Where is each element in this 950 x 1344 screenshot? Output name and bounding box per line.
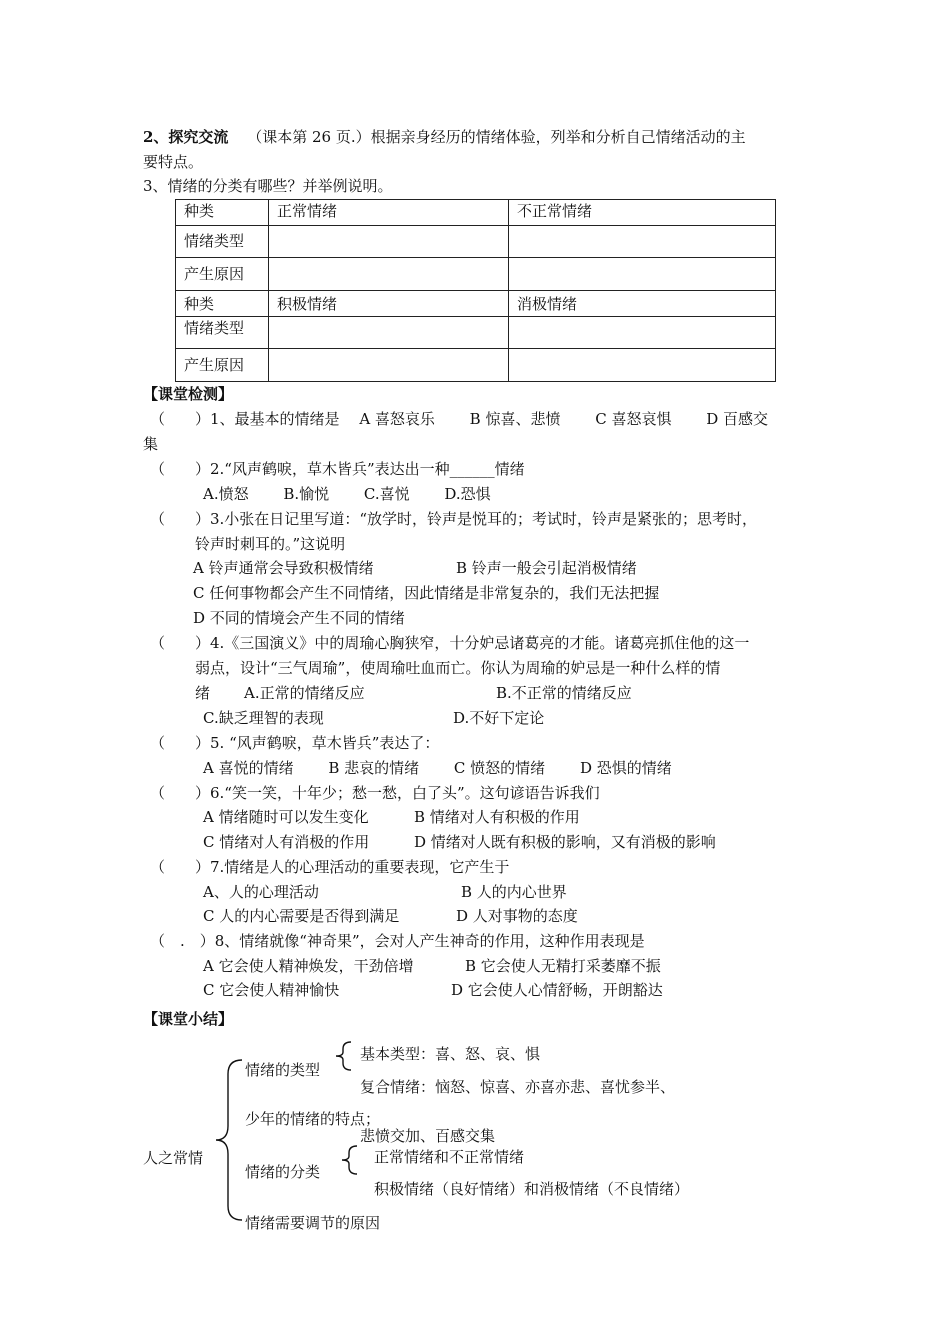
- table-cell[interactable]: [269, 226, 509, 258]
- table-cell[interactable]: [269, 349, 509, 382]
- q2-stem: （ ）2.“风声鹤唳，草木皆兵”表达出一种______情绪: [150, 460, 525, 478]
- table-cell: 产生原因: [176, 349, 269, 382]
- q6-stem: （ ）6.“笑一笑，十年少；愁一愁，白了头”。这句谚语告诉我们: [150, 784, 600, 802]
- summary-classify-normal: 正常情绪和不正常情绪: [374, 1148, 525, 1166]
- q3-option-c: C 任何事物都会产生不同情绪，因此情绪是非常复杂的，我们无法把握: [193, 584, 660, 602]
- table-cell: 正常情绪: [269, 200, 509, 226]
- table-cell[interactable]: [509, 226, 776, 258]
- section2-text: （课本第 26 页.）根据亲身经历的情绪体验，列举和分析自己情绪活动的主: [247, 128, 746, 146]
- table-cell[interactable]: [269, 258, 509, 291]
- q3-option-a: A 铃声通常会导致积极情绪: [193, 559, 374, 577]
- q5-options: A 喜悦的情绪 B 悲哀的情绪 C 愤怒的情绪 D 恐惧的情绪: [203, 759, 672, 777]
- section3-question: 3、情绪的分类有哪些？并举例说明。: [143, 177, 393, 195]
- emotion-classification-table: [175, 199, 776, 382]
- section2-line1: [143, 126, 746, 148]
- table-row: [176, 317, 776, 349]
- types-brace: [333, 1040, 355, 1072]
- q7-option-a: A、人的心理活动: [203, 883, 319, 901]
- table-cell[interactable]: [269, 317, 509, 349]
- q7-stem: （ ）7.情绪是人的心理活动的重要表现，它产生于: [150, 858, 510, 876]
- table-cell[interactable]: [509, 317, 776, 349]
- q3-stem: （ ）3.小张在日记里写道：“放学时，铃声是悦耳的；考试时，铃声是紧张的；思考时，: [150, 510, 757, 528]
- summary-compound-types: 复合情绪：恼怒、惊喜、亦喜亦悲、喜忧参半、: [360, 1078, 676, 1096]
- check-heading: 【课堂检测】: [143, 385, 234, 403]
- table-cell: 积极情绪: [269, 291, 509, 317]
- table-cell: 情绪类型: [176, 317, 269, 349]
- q4-option-c: C.缺乏理智的表现: [203, 709, 324, 727]
- q6-option-b: B 情绪对人有积极的作用: [414, 808, 580, 826]
- q7-option-b: B 人的内心世界: [461, 883, 567, 901]
- q4-stem-cont1: 弱点，设计“三气周瑜”，使周瑜吐血而亡。你认为周瑜的妒忌是一种什么样的情: [195, 659, 721, 677]
- table-row: [176, 200, 776, 226]
- q3-stem-cont: 铃声时刺耳的。”这说明: [195, 535, 346, 553]
- q8-option-b: B 它会使人无精打采萎靡不振: [465, 957, 661, 975]
- q4-option-b: B.不正常的情绪反应: [496, 684, 632, 702]
- q8-option-c: C 它会使人精神愉快: [203, 981, 340, 999]
- table-cell: 情绪类型: [176, 226, 269, 258]
- summary-root: 人之常情: [143, 1149, 204, 1167]
- section2-line2: 要特点。: [143, 153, 204, 171]
- q6-option-a: A 情绪随时可以发生变化: [203, 808, 369, 826]
- summary-basic-types: 基本类型：喜、怒、哀、惧: [360, 1045, 541, 1063]
- summary-classify-positive: 积极情绪（良好情绪）和消极情绪（不良情绪）: [374, 1180, 690, 1198]
- q6-option-d: D 情绪对人既有积极的影响，又有消极的影响: [414, 833, 716, 851]
- table-cell[interactable]: [509, 258, 776, 291]
- table-row: [176, 349, 776, 382]
- summary-branch-types: 情绪的类型: [245, 1061, 321, 1079]
- table-row: [176, 226, 776, 258]
- summary-branch-regulate: 情绪需要调节的原因: [245, 1214, 381, 1232]
- table-cell: 消极情绪: [509, 291, 776, 317]
- summary-main-brace: [212, 1058, 246, 1222]
- table-cell: 种类: [176, 200, 269, 226]
- q4-stem-cont2: 绪: [195, 684, 211, 702]
- table-row: [176, 258, 776, 291]
- q1-stem-cont: 集: [143, 435, 159, 453]
- summary-compound-cont: 悲愤交加、百感交集: [360, 1127, 496, 1145]
- table-cell: 产生原因: [176, 258, 269, 291]
- table-cell: 种类: [176, 291, 269, 317]
- q3-option-b: B 铃声一般会引起消极情绪: [456, 559, 637, 577]
- q6-option-c: C 情绪对人有消极的作用: [203, 833, 370, 851]
- q2-options: A.愤怒 B.愉悦 C.喜悦 D.恐惧: [203, 485, 491, 503]
- table-row: [176, 291, 776, 317]
- q5-stem: （ ）5. “风声鹤唳，草木皆兵”表达了：: [150, 734, 440, 752]
- q4-option-d: D.不好下定论: [453, 709, 545, 727]
- q8-option-d: D 它会使人心情舒畅，开朗豁达: [451, 981, 663, 999]
- summary-branch-classify: 情绪的分类: [245, 1163, 321, 1181]
- q4-option-a: A.正常的情绪反应: [244, 684, 365, 702]
- q7-option-d: D 人对事物的态度: [456, 907, 578, 925]
- q8-stem: （ . ）8、情绪就像“神奇果”，会对人产生神奇的作用，这种作用表现是: [150, 932, 645, 950]
- table-cell: 不正常情绪: [509, 200, 776, 226]
- section2-heading: 2、探究交流: [143, 128, 229, 146]
- table-cell[interactable]: [509, 349, 776, 382]
- summary-branch-youth: 少年的情绪的特点；: [245, 1110, 381, 1128]
- classify-brace: [339, 1144, 361, 1176]
- q4-stem: （ ）4.《三国演义》中的周瑜心胸狭窄，十分妒忌诸葛亮的才能。诸葛亮抓住他的这一: [150, 634, 750, 652]
- q1-stem: （ ）1、最基本的情绪是 A 喜怒哀乐 B 惊喜、悲愤 C 喜怒哀惧 D 百感交: [150, 410, 769, 428]
- q3-option-d: D 不同的情境会产生不同的情绪: [193, 609, 405, 627]
- summary-heading: 【课堂小结】: [143, 1010, 234, 1028]
- q8-option-a: A 它会使人精神焕发，干劲倍增: [203, 957, 414, 975]
- q7-option-c: C 人的内心需要是否得到满足: [203, 907, 400, 925]
